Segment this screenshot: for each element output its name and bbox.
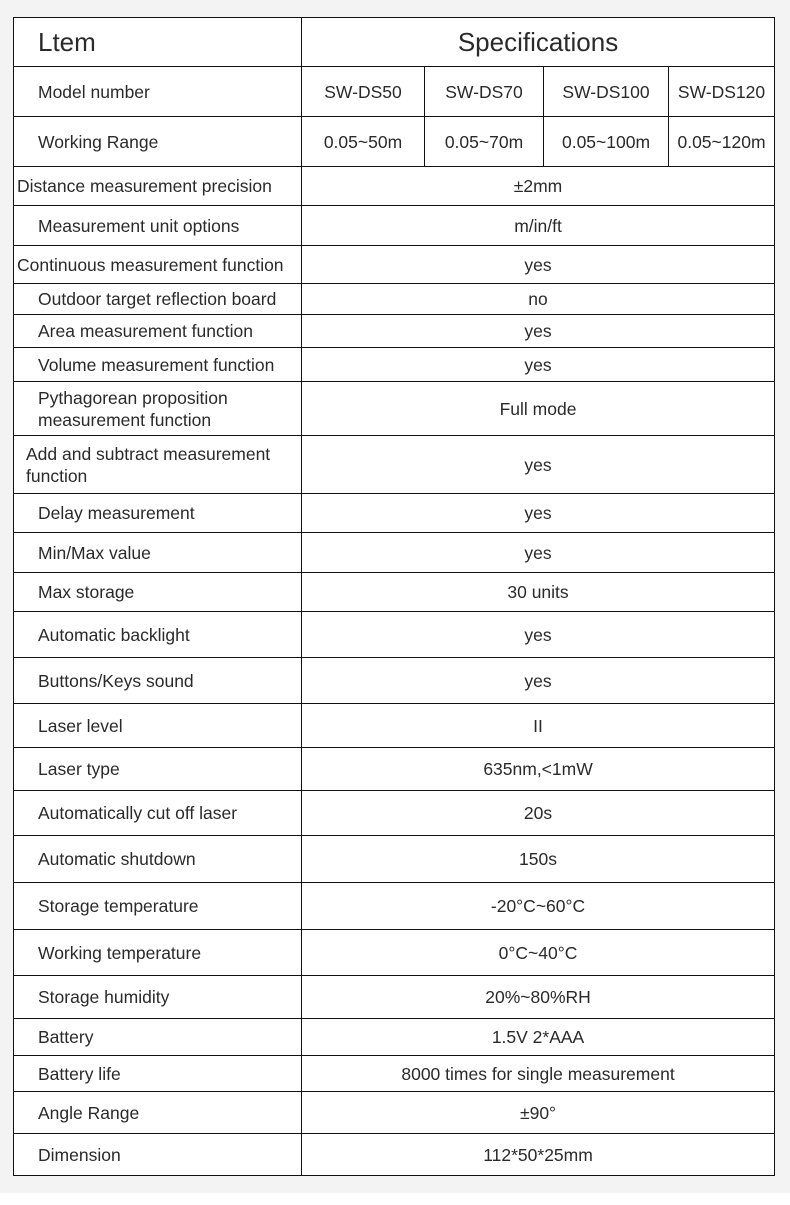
spec-row — [14, 348, 775, 382]
range-cell: 0.05~70m — [425, 117, 544, 167]
spec-row — [14, 836, 775, 883]
spec-row — [14, 976, 775, 1019]
row-value: yes — [302, 348, 775, 382]
spec-row — [14, 315, 775, 348]
range-cell: 0.05~120m — [669, 117, 775, 167]
working-range-row — [14, 117, 775, 167]
spec-row — [14, 930, 775, 976]
row-value: yes — [302, 533, 775, 573]
row-label: Model number — [14, 67, 302, 117]
spec-row — [14, 658, 775, 704]
header-row — [14, 18, 775, 67]
row-value: 635nm,<1mW — [302, 748, 775, 791]
model-cell: SW-DS70 — [425, 67, 544, 117]
row-label: Add and subtract measurement function — [14, 436, 302, 494]
row-value: yes — [302, 315, 775, 348]
row-label: Automatically cut off laser — [14, 791, 302, 836]
spec-row — [14, 748, 775, 791]
row-value: -20°C~60°C — [302, 883, 775, 930]
spec-row — [14, 246, 775, 284]
spec-row — [14, 1056, 775, 1092]
row-label: Volume measurement function — [14, 348, 302, 382]
row-value: no — [302, 284, 775, 315]
spec-row — [14, 573, 775, 612]
model-cell: SW-DS100 — [544, 67, 669, 117]
row-label: Distance measurement precision — [14, 167, 302, 206]
spec-row — [14, 1134, 775, 1176]
row-value: yes — [302, 436, 775, 494]
row-value: 8000 times for single measurement — [302, 1056, 775, 1092]
spec-row — [14, 436, 775, 494]
row-label: Automatic backlight — [14, 612, 302, 658]
spec-row — [14, 704, 775, 748]
row-value: 112*50*25mm — [302, 1134, 775, 1176]
row-value: m/in/ft — [302, 206, 775, 246]
row-label: Battery life — [14, 1056, 302, 1092]
specifications-table — [13, 17, 775, 1176]
spec-row — [14, 284, 775, 315]
row-label: Measurement unit options — [14, 206, 302, 246]
model-number-row — [14, 67, 775, 117]
row-value: ±90° — [302, 1092, 775, 1134]
row-label: Working temperature — [14, 930, 302, 976]
row-label: Laser type — [14, 748, 302, 791]
row-value: yes — [302, 246, 775, 284]
row-value: yes — [302, 494, 775, 533]
spec-row — [14, 612, 775, 658]
row-value: 30 units — [302, 573, 775, 612]
row-value: Full mode — [302, 382, 775, 436]
spec-row — [14, 1092, 775, 1134]
row-value: 0°C~40°C — [302, 930, 775, 976]
range-cell: 0.05~50m — [302, 117, 425, 167]
row-label: Angle Range — [14, 1092, 302, 1134]
row-label: Battery — [14, 1019, 302, 1056]
row-label: Pythagorean proposition measurement function — [14, 382, 302, 436]
row-label: Working Range — [14, 117, 302, 167]
spec-row — [14, 533, 775, 573]
row-label: Storage temperature — [14, 883, 302, 930]
row-label: Storage humidity — [14, 976, 302, 1019]
spec-row — [14, 1019, 775, 1056]
row-value: yes — [302, 658, 775, 704]
row-value: 20s — [302, 791, 775, 836]
row-label: Continuous measurement function — [14, 246, 302, 284]
spec-row — [14, 883, 775, 930]
row-label: Min/Max value — [14, 533, 302, 573]
row-value: yes — [302, 612, 775, 658]
spec-row — [14, 382, 775, 436]
row-label: Delay measurement — [14, 494, 302, 533]
row-value: 1.5V 2*AAA — [302, 1019, 775, 1056]
model-cell: SW-DS50 — [302, 67, 425, 117]
row-value: 20%~80%RH — [302, 976, 775, 1019]
row-label: Max storage — [14, 573, 302, 612]
spec-row — [14, 206, 775, 246]
row-value: ±2mm — [302, 167, 775, 206]
row-label: Outdoor target reflection board — [14, 284, 302, 315]
item-header: Ltem — [14, 18, 302, 67]
row-label: Buttons/Keys sound — [14, 658, 302, 704]
spec-row — [14, 791, 775, 836]
row-value: 150s — [302, 836, 775, 883]
row-label: Laser level — [14, 704, 302, 748]
model-cell: SW-DS120 — [669, 67, 775, 117]
specifications-header: Specifications — [302, 18, 775, 67]
row-label: Dimension — [14, 1134, 302, 1176]
row-label: Area measurement function — [14, 315, 302, 348]
row-value: II — [302, 704, 775, 748]
range-cell: 0.05~100m — [544, 117, 669, 167]
spec-row — [14, 167, 775, 206]
spec-row — [14, 494, 775, 533]
row-label: Automatic shutdown — [14, 836, 302, 883]
